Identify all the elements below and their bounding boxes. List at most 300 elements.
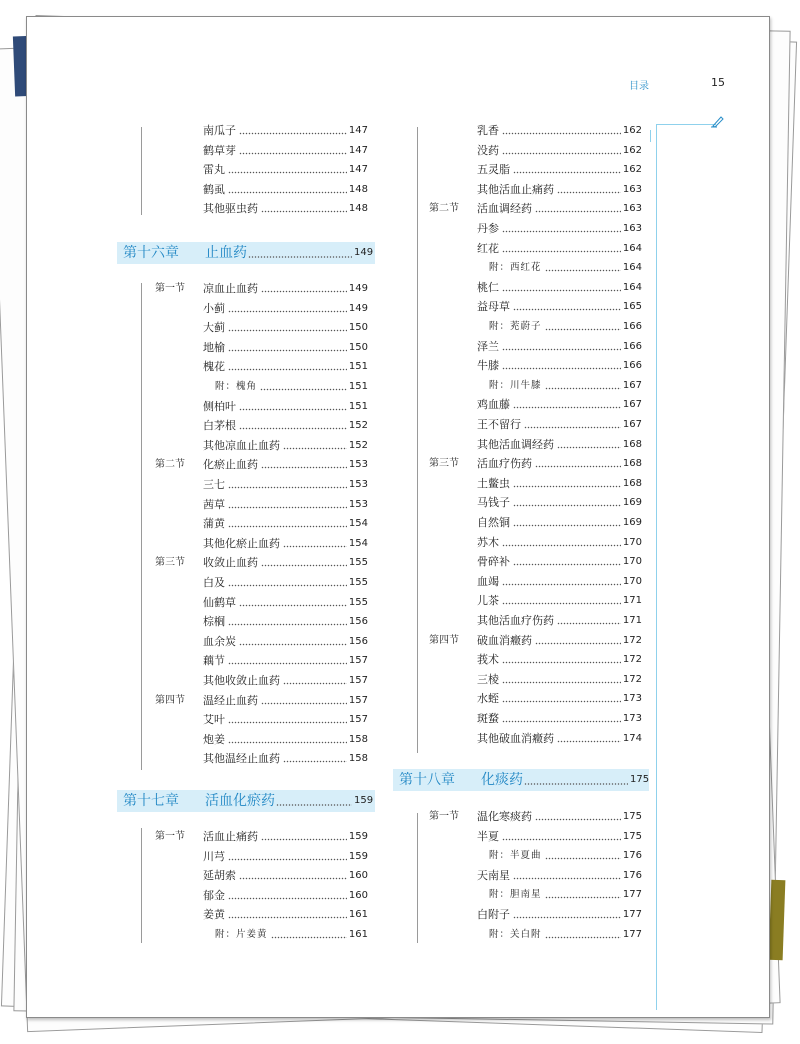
toc-entry [429, 689, 642, 708]
toc-entry [429, 474, 642, 493]
leader-dots [239, 593, 347, 612]
toc-entry [429, 239, 642, 258]
toc-entry-name: 其他活血调经药 [477, 435, 556, 454]
leader-dots [513, 474, 621, 493]
toc-entry-name: 其他温经止血药 [203, 749, 282, 768]
leader-dots [239, 141, 347, 160]
chapter-name: 化痰药 [481, 772, 523, 788]
page-ref: 174 [622, 732, 642, 744]
toc-entry [429, 572, 642, 591]
leader-dots [502, 278, 621, 297]
page-ref: 154 [348, 518, 368, 530]
leader-dots [228, 573, 347, 592]
page-ref: 158 [348, 733, 368, 745]
toc-entry [429, 513, 642, 532]
toc-entry-name: 泽兰 [477, 337, 501, 356]
toc-entry-name: 活血调经药 [477, 199, 534, 218]
toc-entry [155, 847, 368, 866]
leader-dots [502, 572, 621, 591]
toc-entry [429, 631, 642, 650]
toc-entry-name: 侧柏叶 [203, 397, 238, 416]
toc-entry [429, 650, 642, 669]
page-ref: 160 [348, 870, 368, 882]
page-edge-decoration [656, 124, 716, 125]
leader-dots [283, 534, 347, 553]
toc-entry-name: 延胡索 [203, 866, 238, 885]
toc-entry-name: 茜草 [203, 495, 227, 514]
leader-dots [513, 395, 621, 414]
toc-entry-name: 鸡血藤 [477, 395, 512, 414]
page-ref: 159 [348, 831, 368, 842]
toc-entry-name: 血余炭 [203, 632, 238, 651]
toc-entry [429, 493, 642, 512]
section-label: 第二节 [155, 459, 185, 471]
toc-entry [429, 199, 642, 218]
toc-sub-entry-name: 附：槐角 [215, 377, 259, 396]
toc-entry [429, 709, 642, 728]
page-ref: 171 [622, 595, 642, 607]
toc-entry [429, 415, 642, 434]
page-header-title: 目录 [629, 81, 649, 92]
toc-entry [155, 632, 368, 651]
leader-dots [502, 239, 621, 258]
page-ref: 167 [622, 399, 642, 411]
page-ref: 155 [348, 557, 368, 569]
toc-entry-name: 儿茶 [477, 591, 501, 610]
chapter-number: 第十六章 [123, 245, 179, 261]
toc-entry [155, 749, 368, 768]
page-ref: 150 [348, 322, 368, 334]
leader-dots [513, 552, 621, 571]
page-ref: 160 [348, 889, 368, 901]
toc-entry [429, 337, 642, 356]
toc-entry-name: 破血消癥药 [477, 631, 534, 650]
page-ref: 147 [348, 144, 368, 156]
chapter-page: 149 [354, 247, 374, 258]
toc-entry [155, 827, 368, 846]
page-ref: 157 [348, 675, 368, 686]
page-edge-decoration [656, 124, 657, 1010]
toc-entry [429, 180, 642, 199]
toc-entry-name: 益母草 [477, 297, 512, 316]
leader-dots [502, 141, 621, 160]
toc-entry [429, 611, 642, 630]
toc-entry [429, 552, 642, 571]
leader-dots [228, 847, 347, 866]
toc-sub-entry-name: 附：半夏曲 [489, 846, 544, 865]
leader-dots [239, 397, 347, 416]
toc-entry [155, 475, 368, 494]
page-ref: 162 [622, 164, 642, 176]
toc-entry-name: 大蓟 [203, 318, 227, 337]
toc-entry-name: 温化寒痰药 [477, 807, 534, 826]
leader-dots [271, 925, 347, 944]
page-ref: 157 [348, 714, 368, 726]
page-ref: 151 [348, 400, 368, 412]
page-ref: 161 [348, 909, 368, 921]
page-ref: 159 [348, 850, 368, 862]
leader-dots [557, 435, 621, 454]
toc-entry [429, 905, 642, 924]
section-label: 第三节 [429, 458, 459, 470]
toc-entry-name: 土鳖虫 [477, 474, 512, 493]
leader-dots [513, 905, 621, 924]
leader-dots [239, 121, 347, 140]
toc-entry-name: 川芎 [203, 847, 227, 866]
toc-entry-name: 王不留行 [477, 415, 523, 434]
page-ref: 164 [622, 281, 642, 293]
toc-entry-name: 凉血止血药 [203, 279, 260, 298]
leader-dots [513, 297, 621, 316]
chapter-page: 175 [630, 774, 650, 785]
leader-dots [502, 121, 621, 140]
leader-dots [228, 318, 347, 337]
page-ref: 175 [622, 830, 642, 842]
page-ref: 163 [622, 223, 642, 234]
toc-entry-name: 其他破血消癥药 [477, 729, 556, 748]
leader-dots [261, 691, 347, 710]
page-ref: 165 [622, 301, 642, 313]
leader-dots [228, 495, 347, 514]
toc-entry-name: 藕节 [203, 651, 227, 670]
page-ref: 164 [622, 262, 642, 274]
toc-entry-name: 三七 [203, 475, 227, 494]
toc-entry-name: 白附子 [477, 905, 512, 924]
page-ref: 150 [348, 341, 368, 353]
leader-dots [545, 885, 621, 904]
page-ref: 166 [622, 340, 642, 352]
page-ref: 177 [622, 928, 642, 940]
toc-entry [155, 593, 368, 612]
page-ref: 155 [348, 577, 368, 588]
leader-dots [524, 769, 628, 791]
section-label: 第二节 [429, 203, 459, 215]
leader-dots [228, 180, 347, 199]
toc-entry-name: 其他活血止痛药 [477, 180, 556, 199]
leader-dots [283, 436, 347, 455]
toc-entry [429, 121, 642, 140]
leader-dots [535, 631, 621, 650]
toc-entry-name: 鹤草芽 [203, 141, 238, 160]
toc-entry [155, 299, 368, 318]
toc-entry-name: 马钱子 [477, 493, 512, 512]
toc-entry [155, 397, 368, 416]
page-ref: 151 [348, 381, 368, 392]
page-ref: 157 [348, 694, 368, 706]
toc-entry-name: 艾叶 [203, 710, 227, 729]
leader-dots [502, 827, 621, 846]
chapter-name: 活血化瘀药 [205, 793, 275, 809]
page-ref: 169 [622, 497, 642, 509]
leader-dots [239, 416, 347, 435]
toc-entry [429, 670, 642, 689]
page-ref: 170 [622, 556, 642, 568]
chapter-17-heading [117, 790, 375, 812]
toc-entry [429, 846, 642, 865]
leader-dots [228, 299, 347, 318]
toc-sub-entry-name: 附：关白附 [489, 925, 544, 944]
page-ref: 177 [622, 889, 642, 901]
toc-entry-name: 红花 [477, 239, 501, 258]
page-ref: 161 [348, 929, 368, 940]
leader-dots [228, 160, 347, 179]
page-ref: 155 [348, 596, 368, 608]
leader-dots [239, 866, 347, 885]
section-label: 第一节 [429, 811, 459, 822]
toc-entry [429, 729, 642, 748]
toc-entry-name: 骨碎补 [477, 552, 512, 571]
leader-dots [513, 160, 621, 179]
leader-dots [283, 749, 347, 768]
toc-entry-name: 蒲黄 [203, 514, 227, 533]
leader-dots [228, 905, 347, 924]
toc-entry-name: 桃仁 [477, 278, 501, 297]
toc-entry [155, 671, 368, 690]
toc-entry-name: 五灵脂 [477, 160, 512, 179]
leader-dots [557, 729, 621, 748]
toc-entry-name: 没药 [477, 141, 501, 160]
toc-entry-name: 三棱 [477, 670, 501, 689]
page-edge-decoration [650, 130, 651, 142]
toc-sub-entry-name: 附：胆南星 [489, 885, 544, 904]
toc-entry [155, 455, 368, 474]
page-ref: 149 [348, 302, 368, 314]
toc-entry [155, 553, 368, 572]
leader-dots [260, 377, 347, 396]
leader-dots [228, 612, 347, 631]
toc-entry [429, 258, 642, 277]
toc-entry-name: 牛膝 [477, 356, 501, 375]
leader-dots [557, 611, 621, 630]
leader-dots [502, 591, 621, 610]
toc-entry-name: 姜黄 [203, 905, 227, 924]
toc-sub-entry-name: 附：川牛膝 [489, 376, 544, 395]
toc-entry [429, 317, 642, 336]
toc-entry-name: 仙鹤草 [203, 593, 238, 612]
page-ref: 163 [622, 203, 642, 215]
page-ref: 173 [622, 693, 642, 705]
toc-entry [155, 180, 368, 199]
page-ref: 147 [348, 164, 368, 176]
page-ref: 172 [622, 654, 642, 666]
page-ref: 158 [348, 753, 368, 765]
toc-entry-name: 温经止血药 [203, 691, 260, 710]
page-ref: 168 [622, 477, 642, 489]
toc-entry [429, 533, 642, 552]
leader-dots [283, 671, 347, 690]
toc-entry-name: 莪术 [477, 650, 501, 669]
page-ref: 170 [622, 536, 642, 548]
leader-dots [228, 475, 347, 494]
page-ref: 176 [622, 869, 642, 881]
section-bar [141, 283, 142, 770]
leader-dots [545, 376, 621, 395]
leader-dots [524, 415, 621, 434]
leader-dots [261, 199, 347, 218]
leader-dots [545, 925, 621, 944]
page-ref: 172 [622, 673, 642, 685]
toc-entry-name: 白及 [203, 573, 227, 592]
page-ref: 168 [622, 438, 642, 450]
toc-entry-name: 鹤虱 [203, 180, 227, 199]
toc-entry [429, 395, 642, 414]
page-ref: 153 [348, 479, 368, 490]
page-ref: 173 [622, 713, 642, 724]
toc-entry-name: 苏木 [477, 533, 501, 552]
toc-entry-name: 其他凉血止血药 [203, 436, 282, 455]
leader-dots [228, 730, 347, 749]
section-label: 第三节 [155, 557, 185, 569]
toc-entry-name: 丹参 [477, 219, 501, 238]
page-ref: 152 [348, 439, 368, 451]
leader-dots [248, 242, 352, 264]
page-ref: 172 [622, 634, 642, 646]
page-ref: 149 [348, 283, 368, 294]
leader-dots [502, 650, 621, 669]
book-page [26, 16, 770, 1018]
page-ref: 175 [622, 811, 642, 822]
toc-entry [155, 651, 368, 670]
toc-entry [155, 318, 368, 337]
toc-entry [155, 338, 368, 357]
toc-entry [155, 691, 368, 710]
leader-dots [228, 710, 347, 729]
toc-entry [429, 219, 642, 238]
toc-entry [155, 710, 368, 729]
page-ref: 156 [348, 635, 368, 647]
toc-entry [429, 454, 642, 473]
toc-entry [429, 827, 642, 846]
toc-entry-name: 郁金 [203, 886, 227, 905]
leader-dots [228, 514, 347, 533]
toc-entry-name: 槐花 [203, 357, 227, 376]
toc-entry [429, 807, 642, 826]
leader-dots [261, 553, 347, 572]
toc-entry [155, 925, 368, 944]
toc-entry-name: 自然铜 [477, 513, 512, 532]
leader-dots [513, 513, 621, 532]
leader-dots [535, 454, 621, 473]
toc-entry-name: 其他化瘀止血药 [203, 534, 282, 553]
toc-entry [429, 925, 642, 944]
toc-entry-name: 水蛭 [477, 689, 501, 708]
toc-entry-name: 雷丸 [203, 160, 227, 179]
page-ref: 164 [622, 242, 642, 254]
toc-sub-entry-name: 附：茺蔚子 [489, 317, 544, 336]
toc-entry-name: 其他收敛止血药 [203, 671, 282, 690]
section-label: 第一节 [155, 831, 185, 842]
section-bar [417, 813, 418, 943]
page-ref: 168 [622, 458, 642, 470]
page-ref: 151 [348, 361, 368, 373]
toc-entry [155, 866, 368, 885]
page-ref: 153 [348, 498, 368, 510]
toc-entry-name: 血竭 [477, 572, 501, 591]
toc-sub-entry-name: 附：片姜黄 [215, 925, 270, 944]
leader-dots [502, 709, 621, 728]
toc-entry-name: 化瘀止血药 [203, 455, 260, 474]
toc-entry-name: 收敛止血药 [203, 553, 260, 572]
leader-dots [502, 533, 621, 552]
leader-dots [535, 807, 621, 826]
toc-entry [155, 495, 368, 514]
leader-dots [513, 493, 621, 512]
page-ref: 167 [622, 379, 642, 391]
chapter-18-heading [393, 769, 649, 791]
leader-dots [535, 199, 621, 218]
page-ref: 171 [622, 615, 642, 626]
section-label: 第四节 [429, 634, 459, 646]
toc-entry-name: 天南星 [477, 866, 512, 885]
page-ref: 177 [622, 909, 642, 920]
leader-dots [261, 827, 347, 846]
toc-entry [155, 121, 368, 140]
toc-entry-name: 地榆 [203, 338, 227, 357]
toc-entry [429, 160, 642, 179]
toc-entry [155, 436, 368, 455]
toc-entry [429, 356, 642, 375]
toc-entry [155, 416, 368, 435]
toc-entry [155, 160, 368, 179]
page-ref: 162 [622, 125, 642, 136]
section-label: 第一节 [155, 283, 185, 294]
toc-entry [429, 141, 642, 160]
page-ref: 166 [622, 360, 642, 372]
page-ref: 166 [622, 321, 642, 332]
toc-entry [155, 886, 368, 905]
page-ref: 176 [622, 850, 642, 862]
page-ref: 167 [622, 419, 642, 430]
toc-entry [155, 141, 368, 160]
chapter-number: 第十八章 [399, 772, 455, 788]
leader-dots [261, 455, 347, 474]
leader-dots [557, 180, 621, 199]
toc-entry [429, 435, 642, 454]
toc-entry [155, 730, 368, 749]
toc-entry [429, 591, 642, 610]
page-ref: 153 [348, 459, 368, 471]
leader-dots [502, 689, 621, 708]
toc-entry-name: 南瓜子 [203, 121, 238, 140]
leader-dots [545, 258, 621, 277]
toc-entry [155, 377, 368, 396]
toc-entry-name: 其他活血疗伤药 [477, 611, 556, 630]
leader-dots [502, 337, 621, 356]
leader-dots [276, 790, 352, 812]
page-number: 15 [711, 76, 725, 89]
toc-entry [155, 573, 368, 592]
section-label: 第四节 [155, 694, 185, 706]
page-ref: 157 [348, 655, 368, 667]
leader-dots [513, 866, 621, 885]
pen-icon [710, 114, 726, 128]
chapter-16-heading [117, 242, 375, 264]
page-ref: 148 [348, 203, 368, 215]
leader-dots [228, 886, 347, 905]
leader-dots [261, 279, 347, 298]
toc-entry-name: 小蓟 [203, 299, 227, 318]
toc-entry [429, 297, 642, 316]
leader-dots [502, 219, 621, 238]
toc-entry-name: 炮姜 [203, 730, 227, 749]
toc-sub-entry-name: 附：西红花 [489, 258, 544, 277]
chapter-number: 第十七章 [123, 793, 179, 809]
toc-entry [155, 279, 368, 298]
page-ref: 147 [348, 125, 368, 136]
page-ref: 162 [622, 144, 642, 156]
page-ref: 154 [348, 537, 368, 549]
page-ref: 170 [622, 575, 642, 587]
